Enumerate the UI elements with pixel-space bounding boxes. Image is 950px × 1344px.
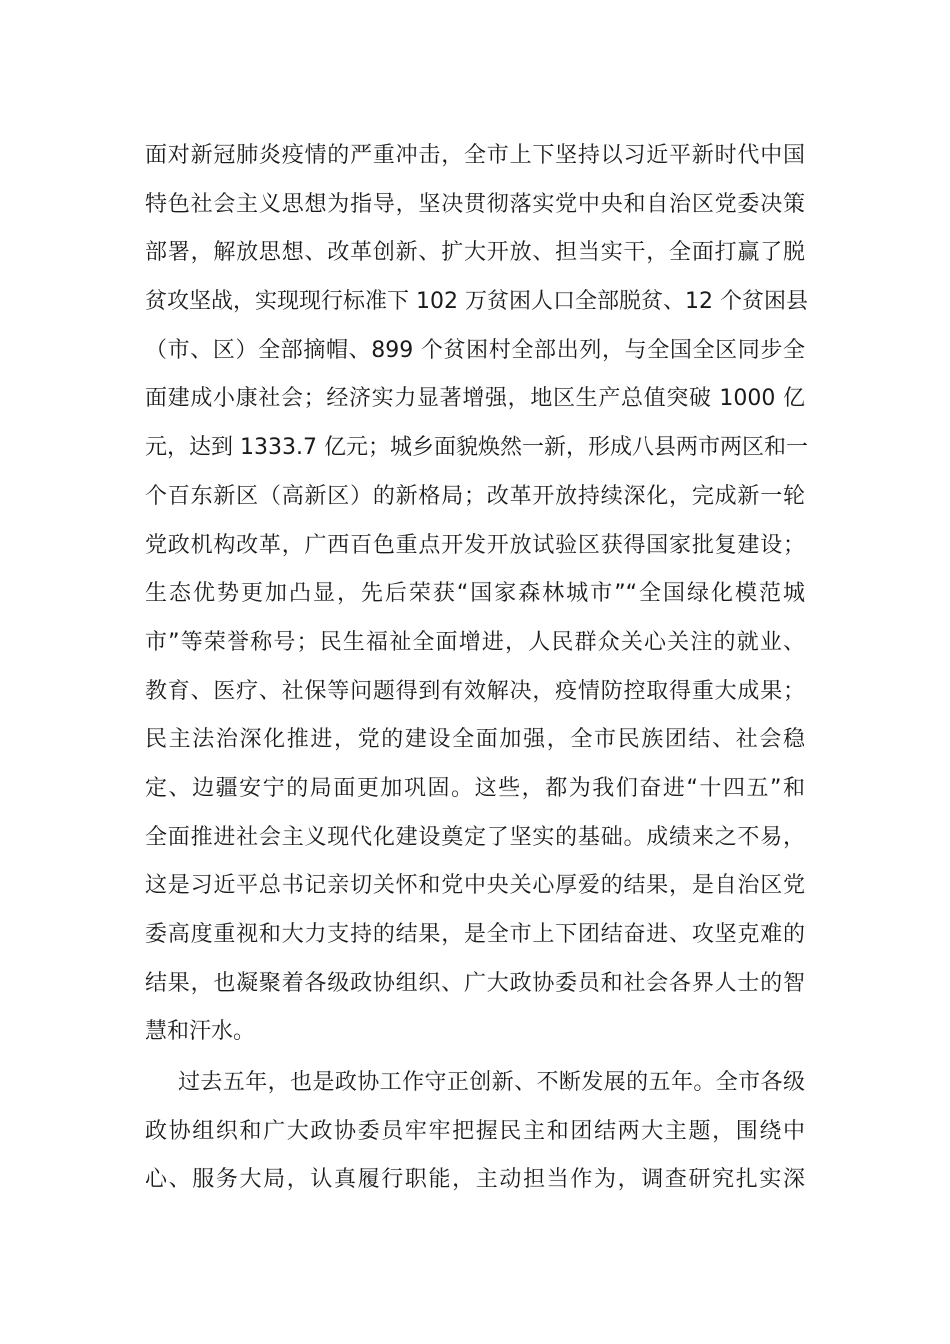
body-text (145, 132, 808, 1205)
text-line: 个百东新区（高新区）的新格局；改革开放持续深化，完成新一轮 (145, 483, 805, 509)
text-line: （市、区）全部摘帽、899 个贫困村全部出列，与全国全区同步全 (145, 337, 805, 363)
text-line: 元，达到 1333.7 亿元；城乡面貌焕然一新，形成八县两市两区和一 (145, 435, 808, 461)
text-line: 慧和汗水。 (145, 1019, 256, 1045)
text-line: 部署，解放思想、改革创新、扩大开放、担当实干，全面打赢了脱 (145, 240, 805, 266)
paragraph-2 (145, 1059, 805, 1205)
text-line: 心、服务大局，认真履行职能，主动担当作为，调查研究扎实深 (145, 1167, 805, 1193)
paragraph-1 (145, 132, 808, 1057)
text-line: 委高度重视和大力支持的结果，是全市上下团结奋进、攻坚克难的 (145, 922, 805, 947)
text-line: 民主法治深化推进，党的建设全面加强，全市民族团结、社会稳 (145, 727, 805, 753)
text-line: 党政机构改革，广西百色重点开发开放试验区获得国家批复建设； (145, 532, 805, 558)
text-line: 生态优势更加凸显，先后荣获“国家森林城市”“全国绿化模范城 (145, 581, 805, 607)
text-line: 面对新冠肺炎疫情的严重冲击，全市上下坚持以习近平新时代中国 (145, 143, 805, 168)
text-line: 政协组织和广大政协委员牢牢把握民主和团结两大主题，围绕中 (145, 1118, 805, 1144)
text-line: 教育、医疗、社保等问题得到有效解决，疫情防控取得重大成果； (145, 678, 805, 704)
text-line: 过去五年，也是政协工作守正创新、不断发展的五年。全市各级 (178, 1070, 805, 1096)
text-line: 结果，也凝聚着各级政协组织、广大政协委员和社会各界人士的智 (145, 970, 805, 996)
text-line: 这是习近平总书记亲切关怀和党中央关心厚爱的结果，是自治区党 (145, 873, 805, 899)
text-line: 市”等荣誉称号；民生福祉全面增进，人民群众关心关注的就业、 (145, 629, 805, 655)
text-line: 全面推进社会主义现代化建设奠定了坚实的基础。成绩来之不易， (145, 824, 805, 850)
text-line: 面建成小康社会；经济实力显著增强，地区生产总值突破 1000 亿 (145, 386, 805, 412)
text-line: 贫攻坚战，实现现行标准下 102 万贫困人口全部脱贫、12 个贫困县 (145, 289, 808, 315)
text-line: 特色社会主义思想为指导，坚决贯彻落实党中央和自治区党委决策 (145, 191, 805, 217)
text-line: 定、边疆安宁的局面更加巩固。这些，都为我们奋进“十四五”和 (145, 775, 805, 801)
